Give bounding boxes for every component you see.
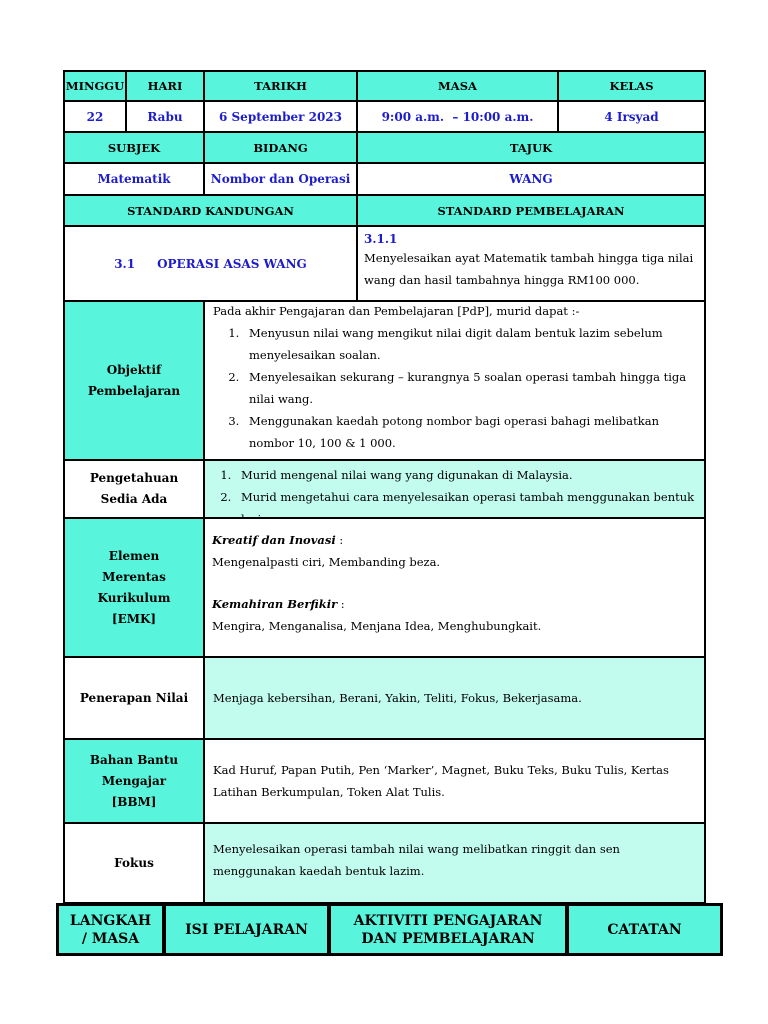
objektif-intro: Pada akhir Pengajaran dan Pembelajaran [PdP], murid dapat :-	[213, 304, 580, 318]
tarikh-header: TARIKH	[203, 70, 358, 102]
minggu-header: MINGGU	[63, 70, 127, 102]
standard-kandungan-header: STANDARD KANDUNGAN	[63, 194, 358, 227]
emk-text-berfikir: Mengira, Menganalisa, Menjana Idea, Menghubungkait.	[212, 619, 542, 633]
standard-pembelajaran-header: STANDARD PEMBELAJARAN	[356, 194, 706, 227]
nilai-label: Penerapan Nilai	[63, 656, 205, 740]
pengetahuan-label: Pengetahuan Sedia Ada	[63, 459, 205, 519]
fokus-label: Fokus	[63, 822, 205, 904]
emk-text-kreatif: Mengenalpasti ciri, Membanding beza.	[212, 555, 441, 569]
langkah-masa-header: LANGKAH / MASA	[56, 903, 165, 956]
subjek-value: Matematik	[63, 162, 205, 196]
tajuk-value: WANG	[356, 162, 706, 196]
pembelajaran-text: Menyelesaikan ayat Matematik tambah hingga tiga nilai wang dan hasil tambahnya hingga RM100 000.	[364, 251, 694, 287]
catatan-header: CATATAN	[566, 903, 723, 956]
bidang-value: Nombor dan Operasi	[203, 162, 358, 196]
nilai-content: Menjaga kebersihan, Berani, Yakin, Teliti, Fokus, Bekerjasama.	[203, 656, 706, 740]
aktiviti-header: AKTIVITI PENGAJARAN DAN PEMBELAJARAN	[328, 903, 568, 956]
pembelajaran-code: 3.1.1	[364, 232, 398, 246]
kandungan-code: 3.1	[114, 256, 136, 271]
subjek-header: SUBJEK	[63, 131, 205, 164]
isi-pelajaran-header: ISI PELAJARAN	[163, 903, 330, 956]
tarikh-value: 6 September 2023	[203, 100, 358, 133]
hari-value: Rabu	[125, 100, 205, 133]
standard-kandungan-value	[63, 225, 358, 302]
bbm-label: Bahan Bantu Mengajar [BBM]	[63, 738, 205, 824]
objektif-content	[203, 300, 706, 461]
standard-pembelajaran-value	[356, 225, 706, 302]
kelas-header: KELAS	[557, 70, 706, 102]
masa-value: 9:00 a.m. – 10:00 a.m.	[356, 100, 559, 133]
pengetahuan-item: 2. Murid mengetahui cara menyelesaikan operasi tambah menggunakan bentuk	[235, 486, 698, 530]
bbm-content: Kad Huruf, Papan Putih, Pen ‘Marker’, Magnet, Buku Teks, Buku Tulis, Kertas Latihan Berkumpulan, Token Alat Tulis.	[203, 738, 706, 824]
kelas-value: 4 Irsyad	[557, 100, 706, 133]
objektif-item: 2. Menyelesaikan sekurang – kurangnya 5 soalan operasi tambah hingga tiga nilai wang.	[243, 366, 696, 410]
pengetahuan-item: 1. Murid mengenal nilai wang yang digunakan di Malaysia.	[235, 464, 698, 486]
emk-heading-kreatif: Kreatif dan Inovasi	[212, 533, 336, 547]
emk-heading-berfikir: Kemahiran Berfikir	[212, 597, 338, 611]
minggu-value: 22	[63, 100, 127, 133]
kandungan-text: OPERASI ASAS WANG	[157, 256, 307, 271]
pengetahuan-content	[203, 459, 706, 519]
tajuk-header: TAJUK	[356, 131, 706, 164]
emk-label: Elemen Merentas Kurikulum [EMK]	[63, 517, 205, 658]
emk-content: Kreatif dan Inovasi : Mengenalpasti ciri, Membanding beza. Kemahiran Berfikir : Mengira, Menganalisa, Menjana Idea, Menghubungkait.	[203, 517, 706, 658]
objektif-item: 3. Menggunakan kaedah potong nombor bagi operasi bahagi melibatkan nombor 10, 100 & 1 000.	[243, 410, 696, 454]
bidang-header: BIDANG	[203, 131, 358, 164]
objektif-item: 1. Menyusun nilai wang mengikut nilai digit dalam bentuk lazim sebelum menyelesaikan soalan.	[243, 322, 696, 366]
objektif-label: Objektif Pembelajaran	[63, 300, 205, 461]
fokus-content: Menyelesaikan operasi tambah nilai wang melibatkan ringgit dan sen menggunakan kaedah bentuk lazim.	[203, 822, 706, 904]
masa-header: MASA	[356, 70, 559, 102]
hari-header: HARI	[125, 70, 205, 102]
